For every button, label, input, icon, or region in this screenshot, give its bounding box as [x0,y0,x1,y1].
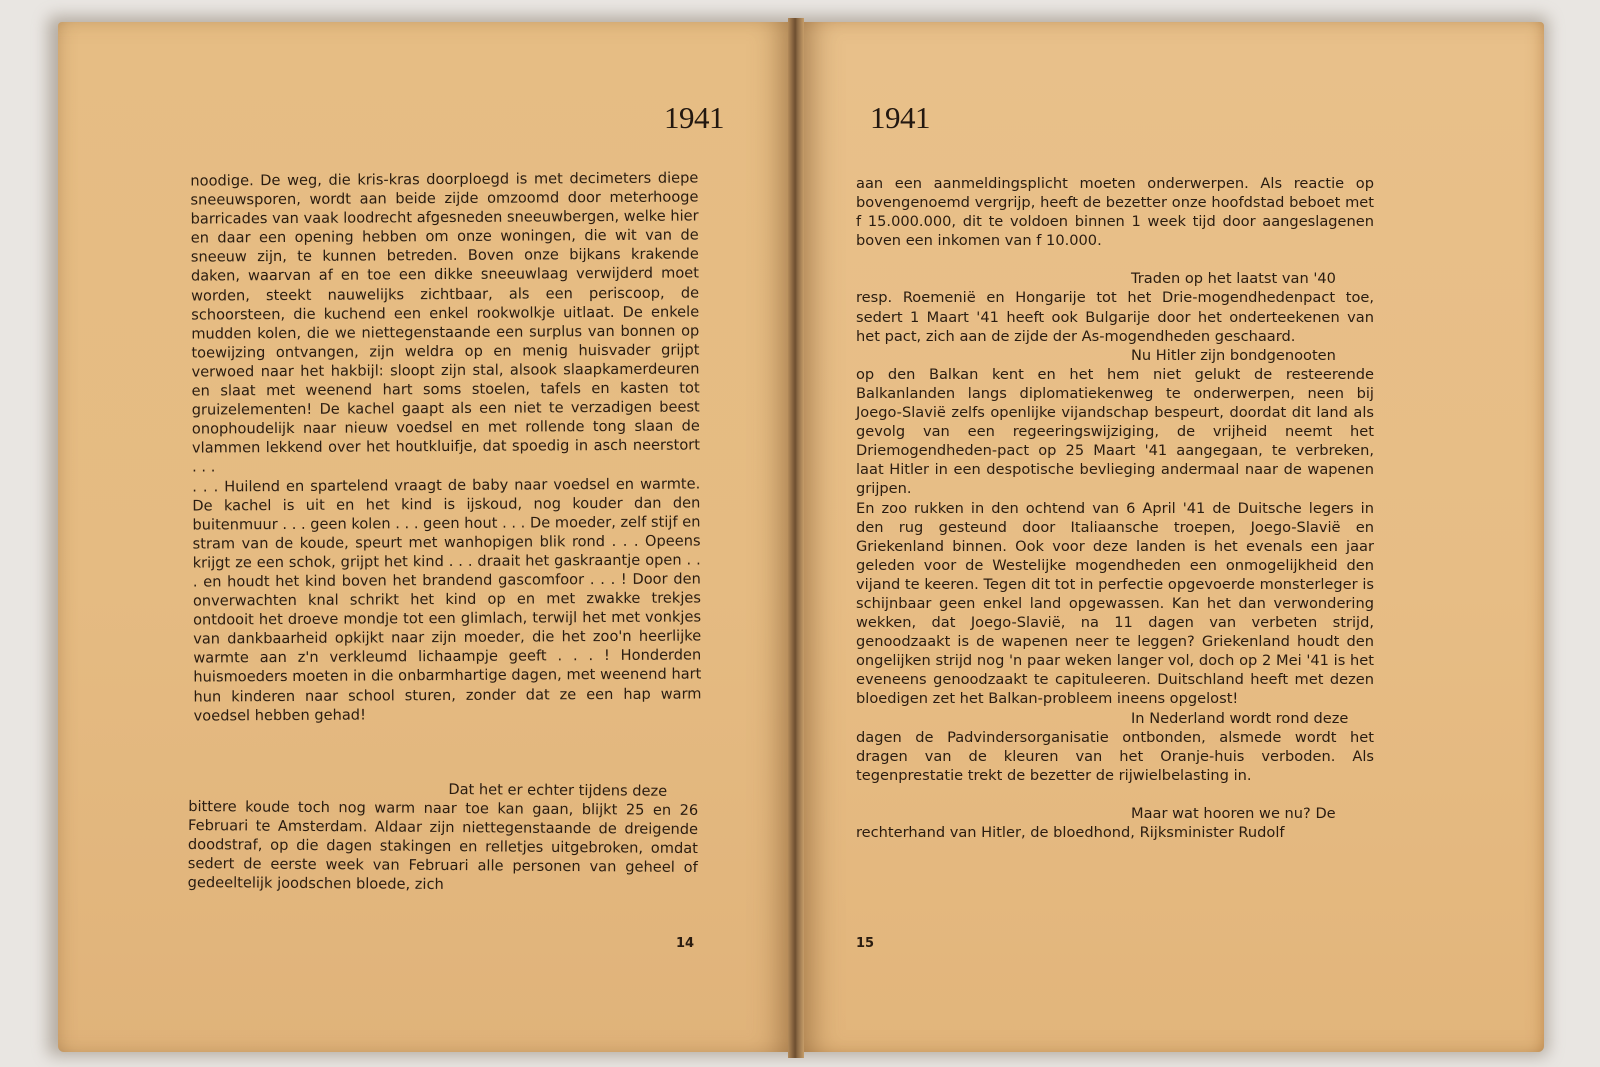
paragraph: En zoo rukken in den ochtend van 6 April '41 de Duitsche legers in den rug gesteund door Italiaansche troepen, Joego-Slavië en Griekenland binnen. Ook voor deze landen is het evenals een jaar geleden voor de Westelijke mogendheden een onmogelijkheid den vijand te keeren. Tegen dit tot in perfectie opgevoerde monsterleger is schijnbaar geen enkel land opgewassen. Kan het dan verwondering wekken, dat Joego-Slavië, na 11 dagen van verbeten strijd, genoodzaakt is de wapenen neer te leggen? Griekenland houdt den ongelijken strijd nog 'n paar weken langer vol, doch op 2 Mei '41 is het eveneens genoodzaakt te capituleeren. Duitschland heeft met dezen bloedigen zet het Balkan-probleem ineens opgelost! [856,499,1374,708]
paragraph-gap [856,250,1374,269]
page-number: 14 [676,936,695,951]
right-page-body [856,174,1374,842]
left-page-body-lower [188,778,699,897]
paragraph-gap [856,785,1374,804]
paragraph: rechterhand van Hitler, de bloedhond, Rijksminister Rudolf [856,824,1285,841]
book-gutter [788,18,804,1058]
left-page-body [190,168,701,725]
paragraph: bittere koude toch nog warm naar toe kan gaan, blijkt 25 en 26 Februari te Amsterdam. Aldaar zijn niettegenstaande de dreigende doodstraf, op die dagen stakingen en relletjes uitgebroken, omdat sedert de eerste week van Februari alle personen van geheel of gedeeltelijk joodschen bloede, zich [187,798,699,894]
paragraph: op den Balkan kent en het hem niet gelukt de resteerende Balkanlanden langs diplomatiekenweg te onderwerpen, neen bij Joego-Slavië zelfs openlijke vijandschap bespeurt, doordat dit land als gevolg van een regeeringswijziging, de vrijheid neemt het Driemogendheden-pact op 25 Maart '41 aangegaan, te verbreken, laat Hitler in een despotische bevlieging andermaal naar de wapenen grijpen. [856,365,1374,498]
paragraph-lead: Traden op het laatst van '40 [1131,270,1336,288]
paragraph-lead: Dat het er echter tijdens deze [448,781,668,800]
paragraph: . . . Huilend en spartelend vraagt de baby naar voedsel en warmte. De kachel is uit en het kind is ijskoud, nog kouder dan den buitenmuur . . . geen kolen . . . geen hout . . . De moeder, zelf stijf en stram van de koude, speurt met wanhopigen blik rond . . . Opeens krijgt ze een schok, grijpt het kind . . . draait het gaskraantje open . . . en houdt het kind boven het brandend gascomfoor . . . ! Door den onverwachten knal schrikt het kind op en met zwakke trekjes ontdooit het droeve mondje tot een glimlach, terwijl het met vonkjes van dankbaarheid opkijkt naar zijn moeder, die het zoo'n heerlijke warmte aan z'n verkleumd lichaampje geeft . . . ! Honderden huismoeders moeten in die onbarmhartige dagen, met weenend hart hun kinderen naar school sturen, zonder dat ze een hap warm voedsel hebben gehad! [192,474,702,725]
right-page [798,22,1544,1052]
left-page [58,22,794,1052]
page-year-heading: 1941 [870,100,930,135]
paragraph: noodige. De weg, die kris-kras doorploegd is met decimeters diepe sneeuwsporen, wordt aan beide zijde omzoomd door meterhooge barricades van vaak loodrecht afgesneden sneeuwbergen, welke hier en daar een opening hebben om onze woningen, die wit van de sneeuw zijn, te kunnen betreden. Boven onze bijkans krakende daken, waarvan af en toe een dikke sneeuwlaag verwijderd moet worden, steekt nauwelijks zichtbaar, als een periscoop, de schoorsteen, die kuchend een enkel rookwolkje uitlaat. De enkele mudden kolen, die we niettegenstaande een surplus van bonnen op toewijzing ontvangen, zijn weldra op en menig huisvader grijpt verwoed naar het hakbijl: sloopt zijn stal, alsook slaapkamerdeuren en slaat met weenend hart soms stoelen, tafels en kasten tot gruizelementen! De kachel gaapt als een niet te verzadigen beest onophoudelijk naar nieuw voedsel en met rollende tong slaan de vlammen lekkend over het houtkluifje, dat spoedig in asch neerstort . . . [190,169,701,476]
page-number: 15 [856,936,875,951]
paragraph-lead: Nu Hitler zijn bondgenooten [1131,346,1336,364]
paragraph-lead: Maar wat hooren we nu? De [1131,804,1336,822]
paragraph: dagen de Padvindersorganisatie ontbonden, alsmede wordt het dragen van de kleuren van het Oranje-huis verboden. Als tegenprestatie trekt de bezetter de rijwielbelasting in. [856,728,1374,784]
paragraph-lead: In Nederland wordt rond deze [1131,709,1349,727]
paragraph: aan een aanmeldingsplicht moeten onderwerpen. Als reactie op bovengenoemd vergrijp, heeft de bezetter onze hoofdstad beboet met f 15.000.000, dit te voldoen binnen 1 week tijd door aangeslagenen boven een inkomen van f 10.000. [856,175,1374,250]
page-year-heading: 1941 [664,100,724,135]
paragraph: resp. Roemenië en Hongarije tot het Drie-mogendhedenpact toe, sedert 1 Maart '41 heeft ook Bulgarije door het onderteekenen van het pact, zich aan de zijde der As-mogendheden geschaard. [856,289,1374,345]
